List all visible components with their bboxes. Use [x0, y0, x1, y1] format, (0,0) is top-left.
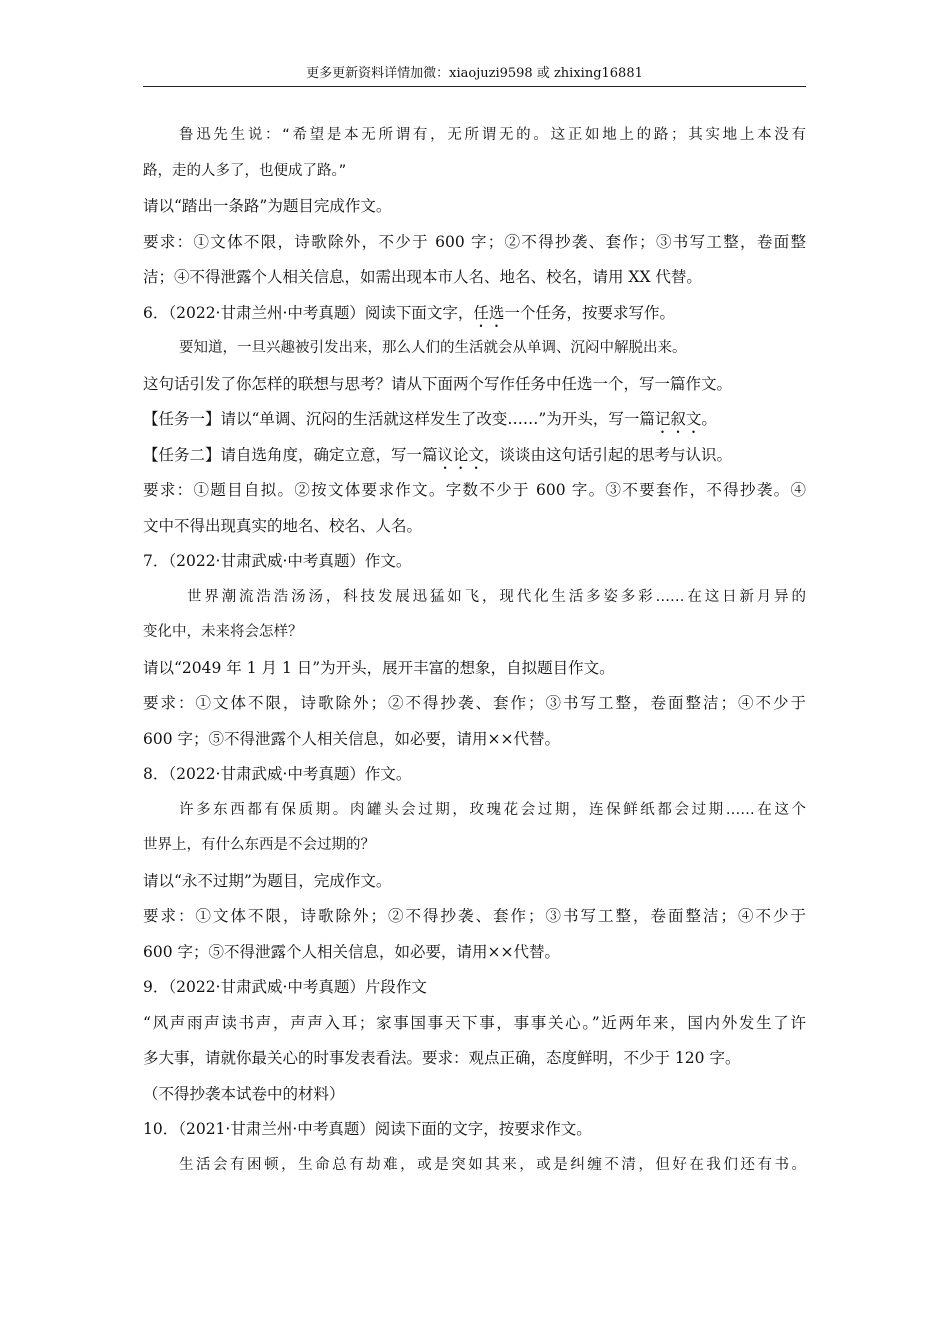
q6-task1	[143, 402, 806, 438]
q9-heading: 9．（2022·甘肃武威·中考真题）片段作文	[143, 978, 427, 996]
q9-body-line2: 多大事，请就你最关心的时事发表看法。要求：观点正确，态度鲜明，不少于 120 字。	[143, 1049, 741, 1067]
q10-heading: 10．（2021·甘肃兰州·中考真题）阅读下面的文字，按要求作文。	[143, 1120, 592, 1138]
q6-task2-after: ，谈谈由这句话引起的思考与认识。	[484, 445, 733, 464]
q5-requirements-line1: 要求：①文体不限，诗歌除外，不少于 600 字；②不得抄袭、套作；③书写工整，卷面整	[143, 232, 806, 251]
q6-task1-emphasis: 记叙文	[654, 410, 702, 428]
q6-task2-emphasis: 议论文	[437, 445, 485, 464]
document-body	[143, 118, 806, 1183]
q6-prompt: 这句话引发了你怎样的联想与思考？请从下面两个写作任务中任选一个，写一篇作文。	[143, 374, 733, 393]
q8-prompt: 请以“永不过期”为题目，完成作文。	[143, 871, 392, 890]
q6-task2-before: 【任务二】请自选角度，确定立意，写一篇	[143, 445, 438, 464]
q8-quote-line2: 世界上，有什么东西是不会过期的？	[143, 837, 375, 853]
q6-heading-emphasis: 任选	[473, 303, 505, 322]
q5-prompt: 请以“踏出一条路”为题目完成作文。	[143, 197, 392, 215]
q8-heading: 8．（2022·甘肃武威·中考真题）作文。	[143, 765, 412, 783]
q7-requirements-line2: 600 字；⑤不得泄露个人相关信息，如必要，请用××代替。	[143, 729, 560, 748]
page-header: 更多更新资料详情加微：xiaojuzi9598 或 zhixing16881	[306, 66, 643, 81]
q6-requirements-line2: 文中不得出现真实的地名、校名、人名。	[143, 516, 423, 535]
q6-quote: 要知道，一旦兴趣被引发出来，那么人们的生活就会从单调、沉闷中解脱出来。	[179, 340, 687, 356]
q6-heading	[143, 296, 806, 332]
q6-heading-after: 一个任务，按要求写作。	[504, 303, 675, 322]
q5-requirements-line2: 洁；④不得泄露个人相关信息，如需出现本市人名、地名、校名，请用 XX 代替。	[143, 268, 702, 286]
q5-quote-line1: 鲁迅先生说：“希望是本无所谓有，无所谓无的。这正如地上的路；其实地上本没有	[179, 127, 806, 143]
q8-requirements-line2: 600 字；⑤不得泄露个人相关信息，如必要，请用××代替。	[143, 942, 560, 961]
q7-quote-line1: 世界潮流浩浩汤汤，科技发展迅猛如飞，现代化生活多姿多彩……在这日新月异的	[187, 588, 806, 605]
q9-note: （不得抄袭本试卷中的材料）	[143, 1084, 345, 1103]
q8-requirements-line1: 要求：①文体不限，诗歌除外；②不得抄袭、套作；③书写工整，卷面整洁；④不少于	[143, 907, 806, 925]
q7-requirements-line1: 要求：①文体不限，诗歌除外；②不得抄袭、套作；③书写工整，卷面整洁；④不少于	[143, 694, 806, 712]
q6-task1-before: 【任务一】请以“单调、沉闷的生活就这样发生了改变……”为开头，写一篇	[143, 410, 655, 428]
q7-prompt: 请以“2049 年 1 月 1 日”为开头，展开丰富的想象，自拟题目作文。	[143, 658, 615, 677]
header-rule	[143, 86, 806, 87]
q6-heading-before: 6．（2022·甘肃兰州·中考真题）阅读下面文字，	[143, 303, 474, 322]
q6-requirements-line1: 要求：①题目自拟。②按文体要求作文。字数不少于 600 字。③不要套作，不得抄袭。④	[143, 481, 806, 499]
q6-task2	[143, 438, 806, 474]
q8-quote-line1: 许多东西都有保质期。肉罐头会过期，玫瑰花会过期，连保鲜纸都会过期……在这个	[179, 801, 806, 818]
q5-quote-line2: 路，走的人多了，也便成了路。”	[143, 162, 347, 179]
q7-heading: 7．（2022·甘肃武威·中考真题）作文。	[143, 552, 412, 570]
q6-task1-after: 。	[701, 410, 717, 428]
q9-body-line1: “风声雨声读书声，声声入耳；家事国事天下事，事事关心。”近两年来，国内外发生了许	[143, 1013, 806, 1032]
q10-quote-line1: 生活会有困顿，生命总有劫难，或是突如其来，或是纠缠不清，但好在我们还有书。	[179, 1156, 806, 1173]
q7-quote-line2: 变化中，未来将会怎样？	[143, 624, 303, 640]
